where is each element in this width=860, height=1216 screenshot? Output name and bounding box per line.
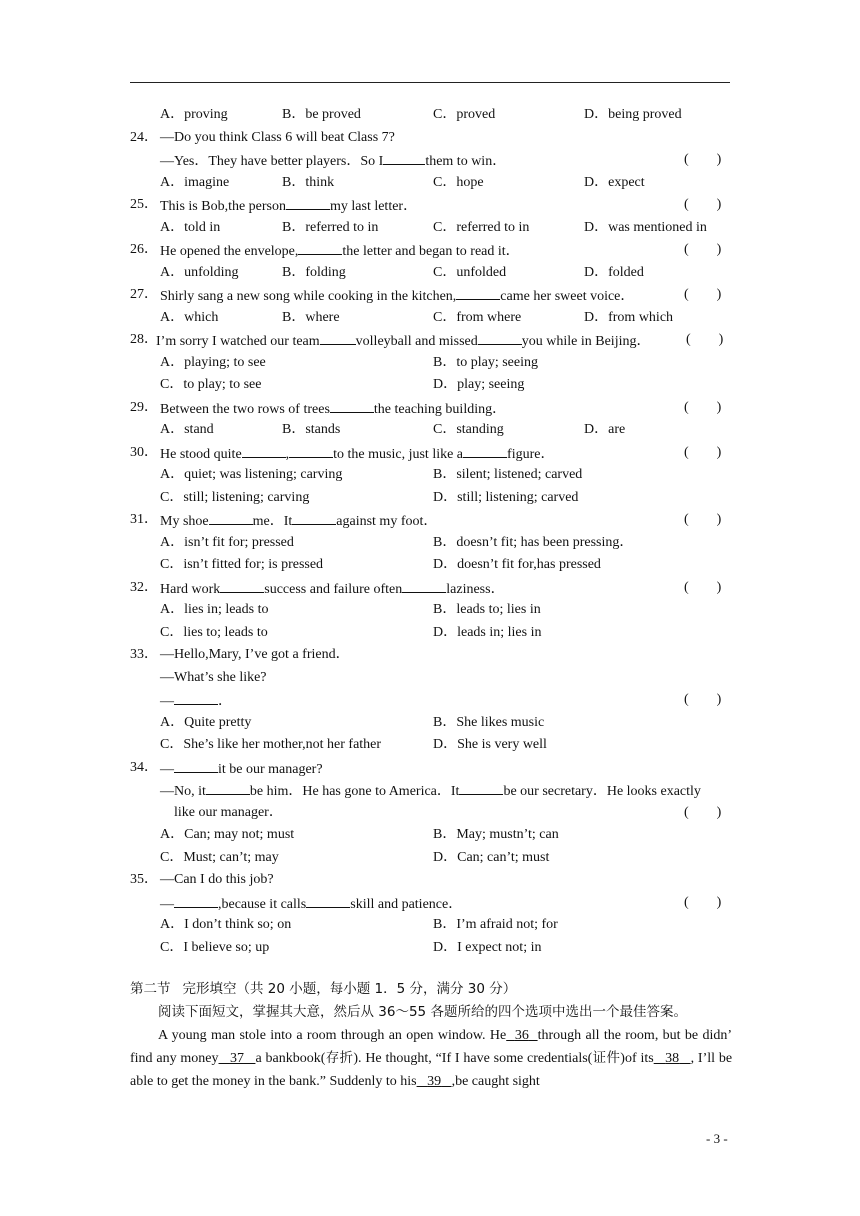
q29-stem-end: the teaching building．: [373, 401, 507, 417]
q30-options-row2: [130, 487, 732, 510]
q33-option-c: C．She’s like her mother,not her father: [160, 737, 382, 752]
q34-option-d: D．Can; can’t; must: [433, 849, 550, 865]
q30-stem-middle: to the music, just like a: [333, 446, 464, 462]
q32-options-row1: [130, 599, 732, 622]
q33-line3-dash: —: [160, 694, 174, 709]
q32-option-c: C．lies to; leads to: [160, 624, 268, 640]
q32-option-a: A．lies in; leads to: [160, 602, 269, 617]
q26-option-d: D．folded: [584, 264, 644, 280]
q33-stem: [130, 644, 732, 667]
q28-number: 28．: [130, 332, 158, 347]
q30-option-c: C．still; listening; carving: [160, 489, 310, 505]
section-instruction: 阅读下面短文，掌握其大意，然后从 36～55 各题所给的四个选项中选出一个最佳答案。: [158, 1003, 687, 1020]
blank-39: 39: [427, 1073, 442, 1089]
q24-option-c: C．hope: [433, 174, 484, 190]
q27-option-b: B．where: [282, 309, 340, 325]
answer-blank: [242, 442, 286, 458]
q32-number: 32．: [130, 579, 158, 595]
q31-stem-middle: me．It: [252, 514, 293, 529]
passage-paragraph: [130, 1024, 732, 1093]
q32-option-d: D．leads in; lies in: [433, 624, 542, 640]
q34-options-row1: [130, 824, 732, 847]
passage-text: ). He thought, “If I have some credentials(: [353, 1050, 593, 1066]
section-heading: [130, 978, 732, 1001]
q25-options: [130, 217, 732, 240]
answer-bracket: ( ): [684, 579, 722, 595]
q26-option-b: B．folding: [282, 264, 346, 280]
q33-line3-end: ．: [218, 694, 232, 709]
q28-options-row1: [130, 352, 732, 375]
q31-stem-end: against my foot．: [336, 514, 438, 529]
q34-line1-end: it be our manager?: [218, 761, 323, 777]
q34-line2-end: be our secretary．He looks exactly: [503, 784, 701, 799]
q24-options: [130, 172, 732, 195]
header-rule: [130, 82, 730, 83]
q34-option-a: A．Can; may not; must: [160, 827, 295, 842]
q33-number: 33．: [130, 647, 158, 662]
answer-blank: [463, 442, 507, 458]
q25-option-d: D．was mentioned in: [584, 219, 707, 235]
q29-options: [130, 419, 732, 442]
q34-line3: [130, 802, 732, 825]
q35-line2-end: skill and patience．: [350, 896, 463, 912]
q31-stem-text: My shoe: [160, 514, 209, 529]
answer-blank: [292, 509, 336, 525]
passage-text: ,be caught sight: [451, 1073, 540, 1089]
answer-blank: [206, 779, 250, 795]
q27-option-c: C．from where: [433, 309, 522, 325]
page-number: - 3 -: [706, 1131, 728, 1146]
q30-stem-text: He stood quite: [160, 446, 242, 462]
q34-options-row2: [130, 847, 732, 870]
q32-option-b: B．leads to; lies in: [433, 602, 541, 617]
q23-option-d: D．being proved: [584, 107, 682, 122]
q25-stem-end: my last letter．: [330, 199, 418, 214]
q31-options-row1: [130, 532, 732, 555]
blank-36: 36: [514, 1027, 529, 1043]
q34-line2: [130, 779, 732, 802]
q27-stem-text: Shirly sang a new song while cooking in the kitchen,: [160, 289, 457, 304]
q24-line2-end: them to win．: [425, 154, 507, 169]
q31-stem: [130, 509, 732, 532]
q30-option-a: A．quiet; was listening; carving: [160, 467, 343, 482]
q33-option-b: B．She likes music: [433, 714, 545, 730]
answer-bracket: ( ): [684, 804, 722, 820]
q35-line2: [130, 892, 732, 915]
q25-option-c: C．referred to in: [433, 219, 530, 235]
answer-blank: [478, 329, 522, 345]
answer-blank: [459, 779, 503, 795]
q33-options-row2: [130, 734, 732, 757]
passage-text: )of its: [620, 1050, 654, 1066]
q35-line2-middle: ,because it calls: [218, 896, 307, 912]
q24-stem: [130, 127, 732, 150]
q24-number: 24．: [130, 129, 158, 145]
q24-option-b: B．think: [282, 174, 335, 190]
answer-blank: [174, 757, 218, 773]
q23-option-a: A．proving: [160, 107, 228, 122]
answer-bracket: ( ): [684, 692, 722, 707]
q25-option-a: A．told in: [160, 219, 221, 235]
q28-stem-text: I’m sorry I watched our team: [156, 334, 320, 349]
passage-text: A young man stole into a room through an open window. He: [158, 1027, 507, 1043]
q26-stem-end: the letter and began to read it．: [342, 244, 520, 259]
q28-stem-middle: volleyball and missed: [355, 334, 478, 349]
blank-38: 38: [665, 1050, 680, 1066]
q30-option-d: D．still; listening; carved: [433, 489, 579, 505]
q31-option-a: A．isn’t fit for; pressed: [160, 534, 294, 550]
answer-blank: [402, 577, 446, 593]
blank-37: 37: [229, 1050, 244, 1066]
q26-option-a: A．unfolding: [160, 264, 239, 280]
q29-option-d: D．are: [584, 422, 626, 437]
q35-options-row1: [130, 914, 732, 937]
q23-options: [130, 104, 732, 127]
q35-stem: [130, 869, 732, 892]
q29-option-a: A．stand: [160, 422, 214, 437]
exam-content: [130, 104, 732, 1093]
q32-stem: [130, 577, 732, 600]
q27-options: [130, 307, 732, 330]
q25-option-b: B．referred to in: [282, 219, 379, 235]
answer-bracket: ( ): [686, 332, 724, 347]
q30-options-row1: [130, 464, 732, 487]
q27-number: 27．: [130, 287, 158, 302]
answer-bracket: ( ): [684, 399, 722, 415]
answer-bracket: ( ): [684, 894, 722, 910]
q28-stem: [130, 329, 732, 352]
q27-option-a: A．which: [160, 309, 219, 325]
q34-stem: [130, 757, 732, 780]
q29-stem: [130, 397, 732, 420]
q29-option-c: C．standing: [433, 422, 504, 437]
q35-option-a: A．I don’t think so; on: [160, 917, 292, 932]
q27-stem-end: came her sweet voice．: [500, 289, 635, 304]
q34-line3-text: like our manager．: [174, 804, 283, 820]
answer-blank: [330, 397, 374, 413]
q33-option-a: A．Quite pretty: [160, 714, 252, 730]
passage-text: through all the room, but be didn’ find any money: [130, 1027, 733, 1066]
q26-number: 26．: [130, 242, 158, 257]
q24-line1: —Do you think Class 6 will beat Class 7?: [160, 129, 395, 145]
q28-option-a: A．playing; to see: [160, 354, 266, 370]
q25-stem: [130, 194, 732, 217]
answer-bracket: ( ): [684, 197, 722, 212]
q29-stem-text: Between the two rows of trees: [160, 401, 330, 417]
q28-option-c: C．to play; to see: [160, 377, 262, 392]
q32-stem-text: Hard work: [160, 581, 221, 597]
q24-line2-text: —Yes．They have better players．So I: [160, 154, 384, 169]
q24-option-d: D．expect: [584, 174, 645, 190]
q28-stem-end: you while in Beijing．: [521, 334, 651, 349]
passage-text: , I’ll be able to get the money in the bank.” Suddenly to his: [130, 1050, 733, 1089]
answer-blank: [209, 509, 253, 525]
answer-blank: [383, 149, 425, 165]
q31-option-b: B．doesn’t fit; has been pressing．: [433, 534, 634, 550]
cloze-passage: [130, 1001, 732, 1093]
q35-number: 35．: [130, 872, 158, 887]
q29-number: 29．: [130, 399, 158, 415]
q26-options: [130, 262, 732, 285]
q24-line2: [130, 149, 732, 172]
q34-line1-dash: —: [160, 761, 174, 777]
q30-stem-comma: ,: [285, 446, 290, 462]
q35-line2-dash: —: [160, 896, 174, 912]
answer-blank: [286, 194, 330, 210]
q35-options-row2: [130, 937, 732, 960]
section-number: 第二节: [130, 981, 171, 997]
answer-blank: [456, 284, 500, 300]
q34-number: 34．: [130, 759, 158, 775]
answer-blank: [289, 442, 333, 458]
answer-bracket: ( ): [684, 242, 722, 257]
q23-option-b: B．be proved: [282, 107, 361, 122]
q33-line1: —Hello,Mary, I’ve got a friend．: [160, 647, 350, 662]
q35-line1: —Can I do this job?: [160, 872, 274, 887]
q29-option-b: B．stands: [282, 422, 341, 437]
q26-option-c: C．unfolded: [433, 264, 507, 280]
q24-option-a: A．imagine: [160, 174, 230, 190]
answer-blank: [174, 689, 218, 705]
q35-option-b: B．I’m afraid not; for: [433, 917, 558, 932]
q34-option-b: B．May; mustn’t; can: [433, 827, 559, 842]
q27-option-d: D．from which: [584, 309, 674, 325]
section-title: 完形填空（共 20 小题，每小题 1．5 分，满分 30 分）: [182, 981, 517, 997]
q31-option-d: D．doesn’t fit for,has pressed: [433, 557, 601, 572]
q28-options-row2: [130, 374, 732, 397]
q26-stem-text: He opened the envelope,: [160, 244, 299, 259]
q33-line3: [130, 689, 732, 712]
q27-stem: [130, 284, 732, 307]
q30-stem: [130, 442, 732, 465]
q25-number: 25．: [130, 197, 158, 212]
q23-option-c: C．proved: [433, 107, 496, 122]
q31-options-row2: [130, 554, 732, 577]
q33-line2: —What’s she like?: [160, 669, 267, 685]
q28-option-d: D．play; seeing: [433, 377, 525, 392]
answer-blank: [306, 892, 350, 908]
q30-option-b: B．silent; listened; carved: [433, 467, 583, 482]
q30-stem-end: figure．: [507, 446, 555, 462]
answer-blank: [220, 577, 264, 593]
answer-bracket: ( ): [684, 444, 722, 460]
q34-line2-middle: be him．He has gone to America．It: [249, 784, 460, 799]
q34-line2-text: —No, it: [160, 784, 206, 799]
q26-stem: [130, 239, 732, 262]
q35-option-c: C．I believe so; up: [160, 939, 270, 955]
q32-stem-end: laziness．: [446, 581, 505, 597]
answer-blank: [320, 329, 356, 345]
q35-option-d: D．I expect not; in: [433, 939, 542, 955]
answer-blank: [174, 892, 218, 908]
answer-bracket: ( ): [684, 152, 722, 167]
q31-option-c: C．isn’t fitted for; is pressed: [160, 557, 324, 572]
gloss-credentials: 证件: [592, 1049, 621, 1066]
q31-number: 31．: [130, 512, 158, 527]
passage-text: a bankbook(: [255, 1050, 326, 1066]
q30-number: 30．: [130, 444, 158, 460]
q28-option-b: B．to play; seeing: [433, 354, 538, 370]
gloss-bankbook: 存折: [325, 1049, 354, 1066]
q33-option-d: D．She is very well: [433, 737, 547, 752]
answer-bracket: ( ): [684, 512, 722, 527]
answer-blank: [298, 239, 342, 255]
q34-option-c: C．Must; can’t; may: [160, 849, 279, 865]
q32-stem-middle: success and failure often: [264, 581, 403, 597]
q32-options-row2: [130, 622, 732, 645]
answer-bracket: ( ): [684, 287, 722, 302]
q25-stem-text: This is Bob,the person: [160, 199, 286, 214]
q33-options-row1: [130, 712, 732, 735]
